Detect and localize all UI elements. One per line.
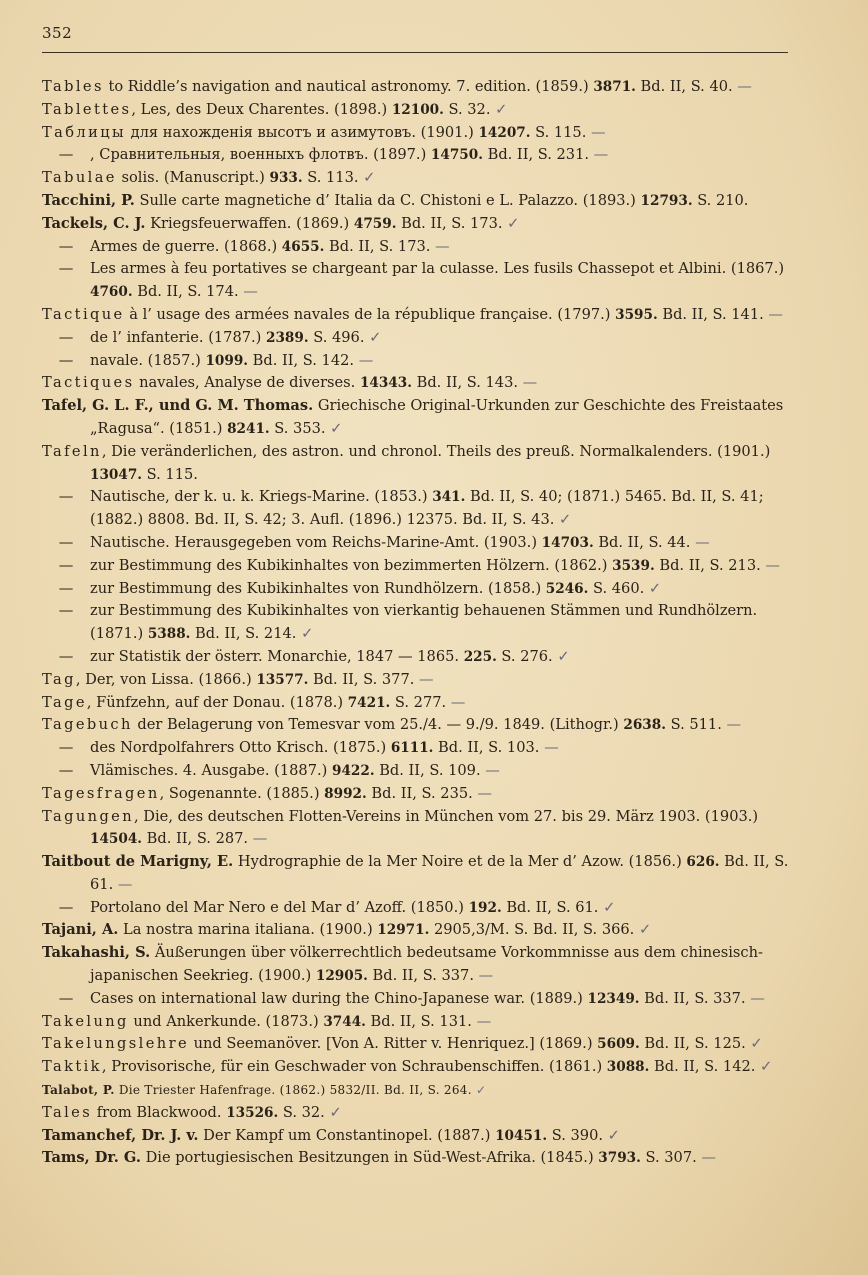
check-mark-icon: ✓ — [296, 625, 314, 643]
entry-text: , Сравнительныя, военныхъ флотвъ. (1897.) — [90, 146, 431, 164]
location-reference: Bd. II, S. 173. — [324, 237, 431, 255]
location-reference: S. 460. — [588, 579, 645, 597]
dash-mark-icon: — — [430, 237, 450, 255]
ditto-dash: — — [58, 761, 74, 779]
entry-heading: Tafeln — [42, 442, 102, 460]
catalog-entry — [42, 942, 790, 988]
catalog-number: 14343. — [359, 375, 412, 392]
catalog-number: 6111. — [390, 740, 434, 757]
dash-mark-icon: — — [745, 989, 765, 1007]
catalog-number: 341. — [432, 489, 466, 506]
location-reference: Bd. II, S. 61. — [501, 898, 599, 916]
catalog-number: 225. — [463, 648, 497, 665]
entry-text: , Der, von Lissa. (1866.) — [75, 670, 257, 688]
entry-heading: Takelung — [42, 1012, 129, 1030]
location-reference: S. 113. — [302, 169, 359, 187]
catalog-number: 9422. — [331, 762, 375, 779]
catalog-entry — [42, 144, 790, 167]
location-reference: S. 307. — [640, 1149, 697, 1167]
catalog-number: 13526. — [226, 1104, 279, 1121]
check-mark-icon: ✓ — [324, 1103, 342, 1121]
location-reference: S. 390. — [547, 1126, 603, 1144]
location-reference: Bd. II, S. 142. — [649, 1058, 756, 1076]
location-reference: Bd. II, S. 337. — [639, 989, 746, 1007]
location-reference: Bd. II, S. 173. — [396, 214, 503, 232]
catalog-entry — [42, 1079, 790, 1102]
dash-mark-icon: — — [471, 1012, 492, 1030]
catalog-number: 2389. — [266, 329, 309, 346]
entry-text: , Provisorische, für ein Geschwader von Schraubenschiffen. (1861.) — [101, 1058, 607, 1076]
catalog-number: 8241. — [227, 420, 270, 437]
entry-text: Sulle carte magnetiche d’ Italia da C. Chistoni e L. Palazzo. (1893.) — [134, 191, 641, 209]
entry-text: Nautische. Herausgegeben vom Reichs-Marine-Amt. (1903.) — [90, 533, 542, 551]
dash-mark-icon: — — [586, 123, 606, 141]
dash-mark-icon: — — [763, 305, 783, 323]
catalog-entry — [42, 258, 790, 304]
entry-heading: Таблицы — [42, 123, 127, 141]
dash-mark-icon: — — [760, 556, 780, 574]
catalog-number: 10451. — [495, 1127, 548, 1144]
catalog-number: 13577. — [256, 671, 309, 688]
entry-heading: Tagesfragen — [42, 784, 160, 802]
catalog-number: 12100. — [391, 101, 444, 118]
ditto-dash: — — [58, 260, 74, 278]
entry-heading: Taktik — [42, 1058, 102, 1076]
dash-mark-icon: — — [446, 693, 466, 711]
catalog-number: 192. — [468, 899, 502, 916]
catalog-entry — [42, 304, 790, 327]
catalog-entry — [42, 372, 790, 395]
location-reference: S. 277. — [390, 693, 447, 711]
entry-text: Cases on international law during the Chino-Japanese war. (1889.) — [90, 989, 588, 1007]
entry-text: from Blackwood. — [92, 1103, 227, 1121]
catalog-entry — [42, 1102, 790, 1125]
location-reference: Bd. II, S. 40; (1871.) 5465. Bd. II, S. 41; (1882.) 8808. Bd. II, S. 42; 3. Aufl. (1896.) 12375. Bd. II, S. 43. — [90, 488, 764, 529]
ditto-dash: — — [58, 556, 74, 574]
dash-mark-icon: — — [518, 374, 538, 392]
dash-mark-icon: — — [589, 146, 609, 164]
catalog-entry — [42, 441, 790, 487]
dash-mark-icon: — — [248, 830, 268, 848]
catalog-entry — [42, 76, 790, 99]
entry-heading: Tafel, G. L. F., und G. M. Thomas. — [42, 397, 314, 415]
dash-mark-icon: — — [238, 283, 258, 301]
entry-heading: Tales — [42, 1103, 93, 1121]
catalog-number: 3744. — [323, 1013, 366, 1030]
entry-text: для нахожденія высотъ и азимутовъ. (1901.) — [126, 123, 479, 141]
check-mark-icon: ✓ — [634, 921, 652, 939]
catalog-entry — [42, 988, 790, 1011]
ditto-dash: — — [58, 898, 74, 916]
entry-heading: Tage — [42, 693, 87, 711]
check-mark-icon: ✓ — [552, 647, 570, 665]
catalog-entry — [42, 122, 790, 145]
entry-heading: Tajani, A. — [42, 921, 119, 939]
catalog-entry — [42, 714, 790, 737]
location-reference: Bd. II, S. 231. — [482, 146, 589, 164]
check-mark-icon: ✓ — [745, 1035, 763, 1053]
entry-heading: Tabulae — [42, 169, 117, 187]
entry-text: , Fünfzehn, auf der Donau. (1878.) — [86, 693, 348, 711]
catalog-entry — [42, 555, 790, 578]
entry-text: Nautische, der k. u. k. Kriegs-Marine. (1853.) — [90, 488, 433, 506]
entry-text: Portolano del Mar Nero e del Mar d’ Azoff. (1850.) — [90, 898, 469, 916]
location-reference: S. 115. — [142, 465, 198, 483]
entry-text: navales, Analyse de diverses. — [134, 374, 360, 392]
entry-heading: Taitbout de Marigny, E. — [42, 853, 234, 871]
dash-mark-icon: — — [113, 875, 133, 893]
ditto-dash: — — [58, 237, 74, 255]
location-reference: Bd. II, S. 40. — [635, 78, 733, 95]
ditto-dash: — — [58, 146, 74, 164]
catalog-number: 4655. — [281, 238, 325, 255]
catalog-entry — [42, 669, 790, 692]
location-reference: Bd. II, S. 103. — [433, 739, 540, 757]
entry-text: Kriegsfeuerwaffen. (1869.) — [145, 214, 354, 232]
catalog-entry — [42, 1011, 790, 1034]
location-reference: Bd. II, S. 337. — [367, 967, 474, 985]
entry-text: , Sogenannte. (1885.) — [159, 784, 325, 802]
catalog-entry — [42, 486, 790, 532]
entry-text: zur Bestimmung des Kubikinhaltes von bezimmerten Hölzern. (1862.) — [90, 556, 613, 574]
ditto-dash: — — [58, 739, 74, 757]
dash-mark-icon: — — [480, 761, 500, 779]
check-mark-icon: ✓ — [325, 419, 343, 437]
catalog-entry — [42, 167, 790, 190]
entry-text: und Ankerkunde. (1873.) — [128, 1012, 324, 1030]
entry-heading: Tagungen — [42, 807, 135, 825]
catalog-entry — [42, 851, 790, 897]
location-reference: S. 496. — [308, 328, 365, 346]
dash-mark-icon: — — [539, 739, 559, 757]
entry-heading: Talabot, P. — [42, 1083, 115, 1098]
ditto-dash: — — [58, 533, 74, 551]
entry-text: Griechische Original-Urkunden zur Geschichte des Freistaates „Ragusa“. (1851.) — [90, 397, 784, 437]
catalog-number: 5388. — [147, 626, 191, 643]
location-reference: Bd. II, S. 109. — [374, 761, 481, 779]
catalog-entry — [42, 327, 790, 350]
entry-heading: Tables — [42, 78, 104, 95]
check-mark-icon: ✓ — [502, 214, 520, 232]
location-reference: Bd. II, S. 125. — [639, 1035, 746, 1053]
location-reference: 2905,3/M. S. Bd. II, S. 366. — [429, 921, 635, 939]
dash-mark-icon: — — [690, 533, 710, 551]
catalog-number: 3595. — [615, 306, 658, 323]
catalog-number: 5609. — [597, 1036, 640, 1053]
catalog-number: 2638. — [623, 717, 666, 734]
catalog-entry — [42, 213, 790, 236]
entry-heading: Tactique — [42, 305, 125, 323]
entry-text: Die portugiesischen Besitzungen in Süd-West-Afrika. (1845.) — [140, 1149, 599, 1167]
entry-text: La nostra marina italiana. (1900.) — [118, 921, 378, 939]
catalog-number: 8992. — [324, 785, 367, 802]
entry-text: , Les, des Deux Charentes. (1898.) — [131, 100, 392, 118]
location-reference: Bd. II, S. 44. — [593, 533, 691, 551]
catalog-entry — [42, 350, 790, 373]
catalog-number: 7421. — [347, 694, 391, 711]
entry-heading: Tackels, C. J. — [42, 214, 146, 232]
entry-text: zur Bestimmung des Kubikinhaltes von vierkantig behauenen Stämmen und Rundhölzern. (1871.) — [90, 602, 758, 643]
catalog-entry — [42, 692, 790, 715]
catalog-number: 3793. — [598, 1150, 641, 1167]
entry-heading: Tagebuch — [42, 716, 133, 734]
catalog-number: 3088. — [606, 1059, 650, 1076]
check-mark-icon: ✓ — [755, 1058, 773, 1076]
dash-mark-icon: — — [732, 78, 752, 95]
catalog-entry — [42, 578, 790, 601]
location-reference: Bd. II, S. 142. — [248, 351, 355, 369]
location-reference: Bd. II, S. 131. — [365, 1012, 472, 1030]
entry-text: der Belagerung von Temesvar vom 25./4. — 9./9. 1849. (Lithogr.) — [132, 716, 624, 734]
entry-heading: Tablettes — [42, 100, 132, 118]
catalog-entry — [42, 600, 790, 646]
entry-text: des Nordpolfahrers Otto Krisch. (1875.) — [90, 739, 391, 757]
entry-heading: Tams, Dr. G. — [42, 1149, 141, 1167]
catalog-number: 14703. — [541, 534, 594, 551]
ditto-dash: — — [58, 328, 74, 346]
location-reference: Bd. II, S. 174. — [132, 283, 239, 301]
catalog-entry — [42, 532, 790, 555]
catalog-number: 12971. — [377, 922, 430, 939]
entry-text: Armes de guerre. (1868.) — [90, 237, 282, 255]
catalog-number: 14750. — [430, 147, 483, 164]
catalog-number: 4760. — [90, 284, 133, 301]
catalog-number: 12349. — [587, 990, 640, 1007]
location-reference: Bd. II, S. 287. — [142, 830, 249, 848]
entry-text: und Seemanöver. [Von A. Ritter v. Henriquez.] (1869.) — [189, 1035, 598, 1053]
entry-text: zur Bestimmung des Kubikinhaltes von Rundhölzern. (1858.) — [90, 579, 546, 597]
catalog-number: 3539. — [612, 557, 655, 574]
dash-mark-icon: — — [473, 967, 494, 985]
location-reference: S. 511. — [665, 716, 722, 734]
location-reference: Bd. II, S. 141. — [657, 305, 764, 323]
dash-mark-icon: — — [354, 351, 374, 369]
check-mark-icon: ✓ — [554, 511, 572, 529]
check-mark-icon: ✓ — [364, 328, 382, 346]
check-mark-icon: ✓ — [644, 579, 662, 597]
entry-list — [42, 76, 790, 1170]
entry-heading: Tacchini, P. — [42, 191, 135, 209]
location-reference: Bd. II, S. 61. — [90, 853, 789, 893]
catalog-entry — [42, 236, 790, 259]
entry-text: de l’ infanterie. (1787.) — [90, 328, 266, 346]
catalog-entry — [42, 806, 790, 852]
catalog-number: 5246. — [545, 580, 589, 597]
catalog-number: 14207. — [478, 124, 531, 141]
catalog-number: 12793. — [640, 192, 693, 209]
check-mark-icon: ✓ — [490, 100, 508, 118]
entry-text: to Riddle’s navigation and nautical astronomy. 7. edition. (1859.) — [103, 78, 594, 95]
check-mark-icon: ✓ — [603, 1126, 620, 1144]
entry-text: Äußerungen über völkerrechtlich bedeutsame Vorkommnisse aus dem chinesisch-japanischen Seekrieg. (1900.) — [90, 944, 763, 985]
location-reference: S. 115. — [530, 123, 587, 141]
catalog-entry — [42, 1056, 790, 1079]
catalog-number: 3871. — [593, 79, 636, 95]
entry-text: Die Triester Hafenfrage. (1862.) 5832/II. Bd. II, S. 264. — [114, 1083, 472, 1098]
entry-text: , Die, des deutschen Flotten-Vereins in München vom 27. bis 29. März 1903. (1903.) — [134, 807, 759, 825]
catalog-entry — [42, 919, 790, 942]
catalog-entry — [42, 1033, 790, 1056]
dash-mark-icon: — — [414, 670, 434, 688]
location-reference: S. 210. — [692, 191, 749, 209]
ditto-dash: — — [58, 488, 74, 506]
catalog-entry — [42, 783, 790, 806]
entry-text: Vlämisches. 4. Ausgabe. (1887.) — [90, 761, 332, 779]
entry-text: navale. (1857.) — [90, 351, 206, 369]
location-reference: S. 32. — [278, 1103, 325, 1121]
check-mark-icon: ✓ — [598, 898, 616, 916]
ditto-dash: — — [58, 351, 74, 369]
entry-text: Der Kampf um Constantinopel. (1887.) — [198, 1126, 496, 1144]
page-number: 352 — [42, 24, 73, 42]
catalog-entry — [42, 99, 790, 122]
catalog-entry — [42, 1147, 790, 1170]
check-mark-icon: ✓ — [358, 169, 376, 187]
ditto-dash: — — [58, 579, 74, 597]
dash-mark-icon: — — [696, 1149, 716, 1167]
entry-text: Les armes à feu portatives se chargeant par la culasse. Les fusils Chassepot et Albini. (1867.) — [90, 260, 785, 278]
catalog-number: 14504. — [90, 831, 143, 848]
catalog-number: 12905. — [315, 968, 368, 985]
catalog-entry — [42, 737, 790, 760]
catalog-number: 626. — [686, 854, 720, 871]
entry-text: Hydrographie de la Mer Noire et de la Mer d’ Azow. (1856.) — [233, 853, 687, 871]
entry-heading: Tamanchef, Dr. J. v. — [42, 1126, 199, 1144]
entry-text: zur Statistik der österr. Monarchie, 1847 — 1865. — [90, 647, 464, 665]
location-reference: Bd. II, S. 214. — [190, 625, 297, 643]
catalog-entry — [42, 760, 790, 783]
catalog-entry — [42, 646, 790, 669]
location-reference: Bd. II, S. 143. — [411, 374, 519, 392]
ditto-dash: — — [58, 989, 74, 1007]
entry-heading: Tag — [42, 670, 76, 688]
entry-text: à l’ usage des armées navales de la république française. (1797.) — [124, 305, 616, 323]
entry-heading: Takelungslehre — [42, 1035, 189, 1053]
catalog-entry — [42, 897, 790, 920]
ditto-dash: — — [58, 602, 74, 620]
catalog-entry — [42, 190, 790, 213]
location-reference: S. 32. — [443, 100, 491, 118]
entry-heading: Tactiques — [42, 374, 135, 392]
location-reference: S. 276. — [496, 647, 553, 665]
dash-mark-icon: — — [721, 716, 742, 734]
catalog-number: 4759. — [353, 215, 397, 232]
location-reference: Bd. II, S. 235. — [366, 784, 473, 802]
location-reference: S. 353. — [269, 419, 326, 437]
entry-text: solis. (Manuscript.) — [116, 169, 270, 187]
catalog-entry — [42, 395, 790, 441]
entry-heading: Takahashi, S. — [42, 944, 151, 962]
header-rule — [42, 52, 788, 53]
location-reference: Bd. II, S. 213. — [654, 556, 761, 574]
location-reference: Bd. II, S. 377. — [308, 670, 415, 688]
catalog-number: 13047. — [90, 466, 143, 483]
dash-mark-icon: — — [472, 784, 493, 802]
check-mark-icon: ✓ — [471, 1083, 487, 1098]
catalog-number: 1099. — [205, 352, 249, 369]
catalog-entry — [42, 1125, 790, 1148]
ditto-dash: — — [58, 647, 74, 665]
entry-text: , Die veränderlichen, des astron. und chronol. Theils des preuß. Normalkalenders. (1901.) — [101, 442, 771, 460]
catalog-number: 933. — [269, 170, 303, 187]
